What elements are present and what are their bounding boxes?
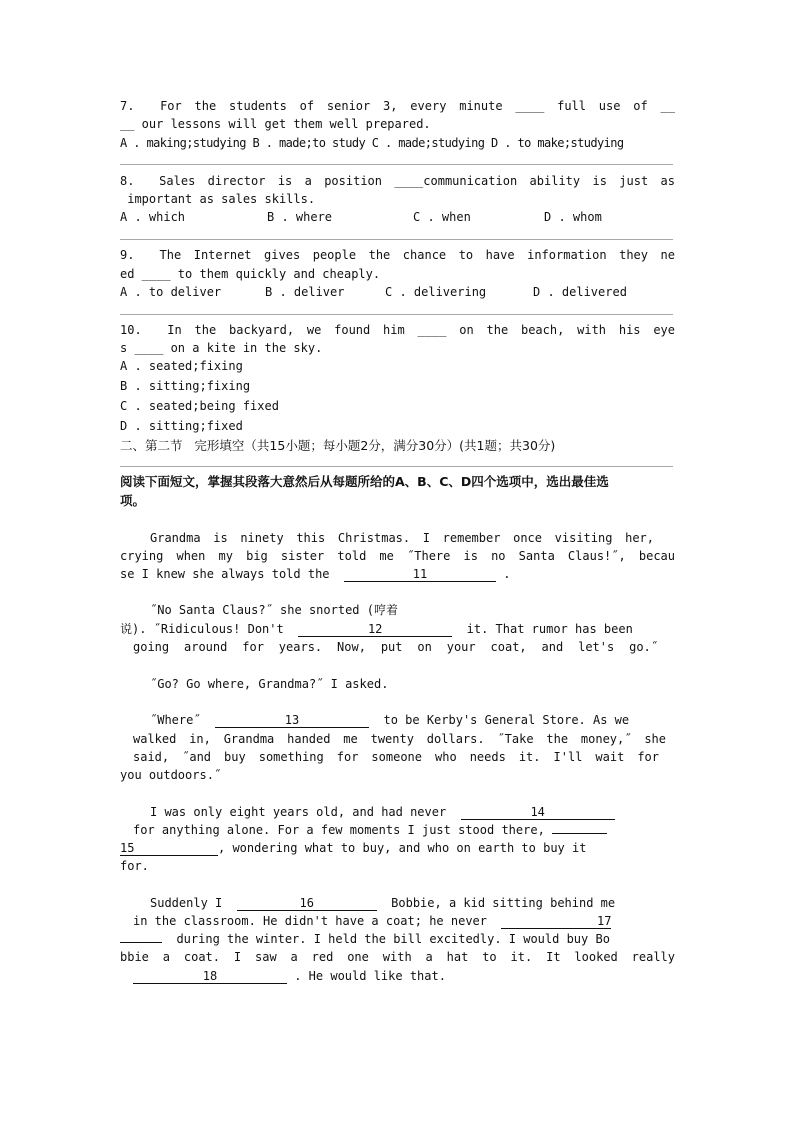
divider <box>120 164 673 165</box>
passage-line: going around for years. Now, put on your coat, and let's go.˝ <box>133 640 658 654</box>
passage-text: ˝Where˝ <box>150 713 201 727</box>
passage-text: for anything alone. For a few moments I just stood there, <box>133 823 545 837</box>
blank-17-end[interactable] <box>120 942 162 943</box>
blank-14[interactable]: 14 <box>461 806 615 820</box>
passage-line <box>120 567 675 582</box>
passage-line <box>120 841 675 856</box>
q9-option-a: A . to deliver <box>120 285 222 299</box>
passage-line <box>120 932 675 947</box>
passage-line: walked in, Grandma handed me twenty dollars. ˝Take the money,˝ she <box>133 732 666 746</box>
passage-text: in the classroom. He didn't have a coat; he never <box>133 914 488 928</box>
q10-option-b: B . sitting;fixing <box>120 379 251 393</box>
divider <box>120 314 673 315</box>
q8-stem-line1: 8. Sales director is a position ____communication ability is just as <box>120 174 675 188</box>
section-instruction-line2: 项。 <box>120 493 146 508</box>
q9-option-b: B . deliver <box>265 285 345 299</box>
passage-line <box>150 896 705 911</box>
blank-13[interactable]: 13 <box>215 714 369 728</box>
divider <box>120 466 673 467</box>
q10-option-d: D . sitting;fixed <box>120 419 243 433</box>
q10-stem-line1: 10. In the backyard, we found him ____ on the beach, with his eye <box>120 323 675 337</box>
passage-text: I was only eight years old, and had never <box>150 805 447 819</box>
section-instruction-line1: 阅读下面短文，掌握其段落大意然后从每题所给的A、B、C、D四个选项中，选出最佳选 <box>120 474 609 489</box>
passage-text: Suddenly I <box>150 896 223 910</box>
passage-text: it. That rumor has been <box>466 622 633 636</box>
q10-option-a: A . seated;fixing <box>120 359 243 373</box>
blank-16[interactable]: 16 <box>237 897 377 911</box>
q9-stem-line2: ed ____ to them quickly and cheaply. <box>120 267 381 281</box>
passage-text: . He would like that. <box>294 969 446 983</box>
blank-12[interactable]: 12 <box>298 623 452 637</box>
passage-text: se I knew she always told the <box>120 567 330 581</box>
passage-line: you outdoors.˝ <box>120 768 222 782</box>
passage-line: Grandma is ninety this Christmas. I remember once visiting her, <box>150 531 654 545</box>
blank-18[interactable]: 18 <box>133 970 287 984</box>
q10-stem-line2: s ____ on a kite in the sky. <box>120 341 323 355</box>
passage-text: . <box>503 567 511 581</box>
q7-stem-line2: __ our lessons will get them well prepared. <box>120 117 431 131</box>
q9-option-d: D . delivered <box>533 285 627 299</box>
passage-text: Bobbie, a kid sitting behind me <box>391 896 616 910</box>
passage-line: ˝No Santa Claus?˝ she snorted (哼着 <box>150 603 398 617</box>
q9-stem-line1: 9. The Internet gives people the chance to have information they ne <box>120 248 675 262</box>
q8-option-c: C . when <box>413 210 471 224</box>
q9-option-c: C . delivering <box>385 285 487 299</box>
passage-text: , wondering what to buy, and who on earth to buy it <box>218 841 587 855</box>
passage-line <box>133 969 688 984</box>
passage-text: to be Kerby's General Store. As we <box>383 713 630 727</box>
q7-stem-line1: 7. For the students of senior 3, every minute ____ full use of __ <box>120 99 675 113</box>
passage-line <box>150 713 705 728</box>
blank-17[interactable]: 17 <box>501 915 611 929</box>
passage-line <box>120 622 675 637</box>
q7-options: A . making;studying B . made;to study C . made;studying D . to make;studying <box>120 136 624 150</box>
divider <box>120 239 673 240</box>
q10-option-c: C . seated;being fixed <box>120 399 279 413</box>
passage-text: 说). ˝Ridiculous! Don't <box>120 622 284 636</box>
blank-15-start[interactable] <box>552 833 607 834</box>
passage-line: ˝Go? Go where, Grandma?˝ I asked. <box>150 677 389 691</box>
q8-stem-line2: important as sales skills. <box>120 192 316 206</box>
q8-option-b: B . where <box>267 210 333 224</box>
passage-text: during the winter. I held the bill excitedly. I would buy Bo <box>176 932 610 946</box>
q8-option-a: A . which <box>120 210 186 224</box>
passage-line: crying when my big sister told me ˝There is no Santa Claus!˝, becau <box>120 549 675 563</box>
q8-option-d: D . whom <box>544 210 602 224</box>
passage-line: bbie a coat. I saw a red one with a hat to it. It looked really <box>120 950 675 964</box>
passage-line: for. <box>120 859 149 873</box>
passage-line <box>150 805 705 820</box>
passage-line <box>133 823 673 838</box>
section-heading: 二、第二节 完形填空（共15小题；每小题2分，满分30分）(共1题；共30分) <box>120 438 556 453</box>
blank-15[interactable]: 15 <box>120 842 218 856</box>
passage-line <box>133 914 688 929</box>
passage-line: said, ˝and buy something for someone who needs it. I'll wait for <box>133 750 659 764</box>
blank-11[interactable]: 11 <box>344 568 496 582</box>
